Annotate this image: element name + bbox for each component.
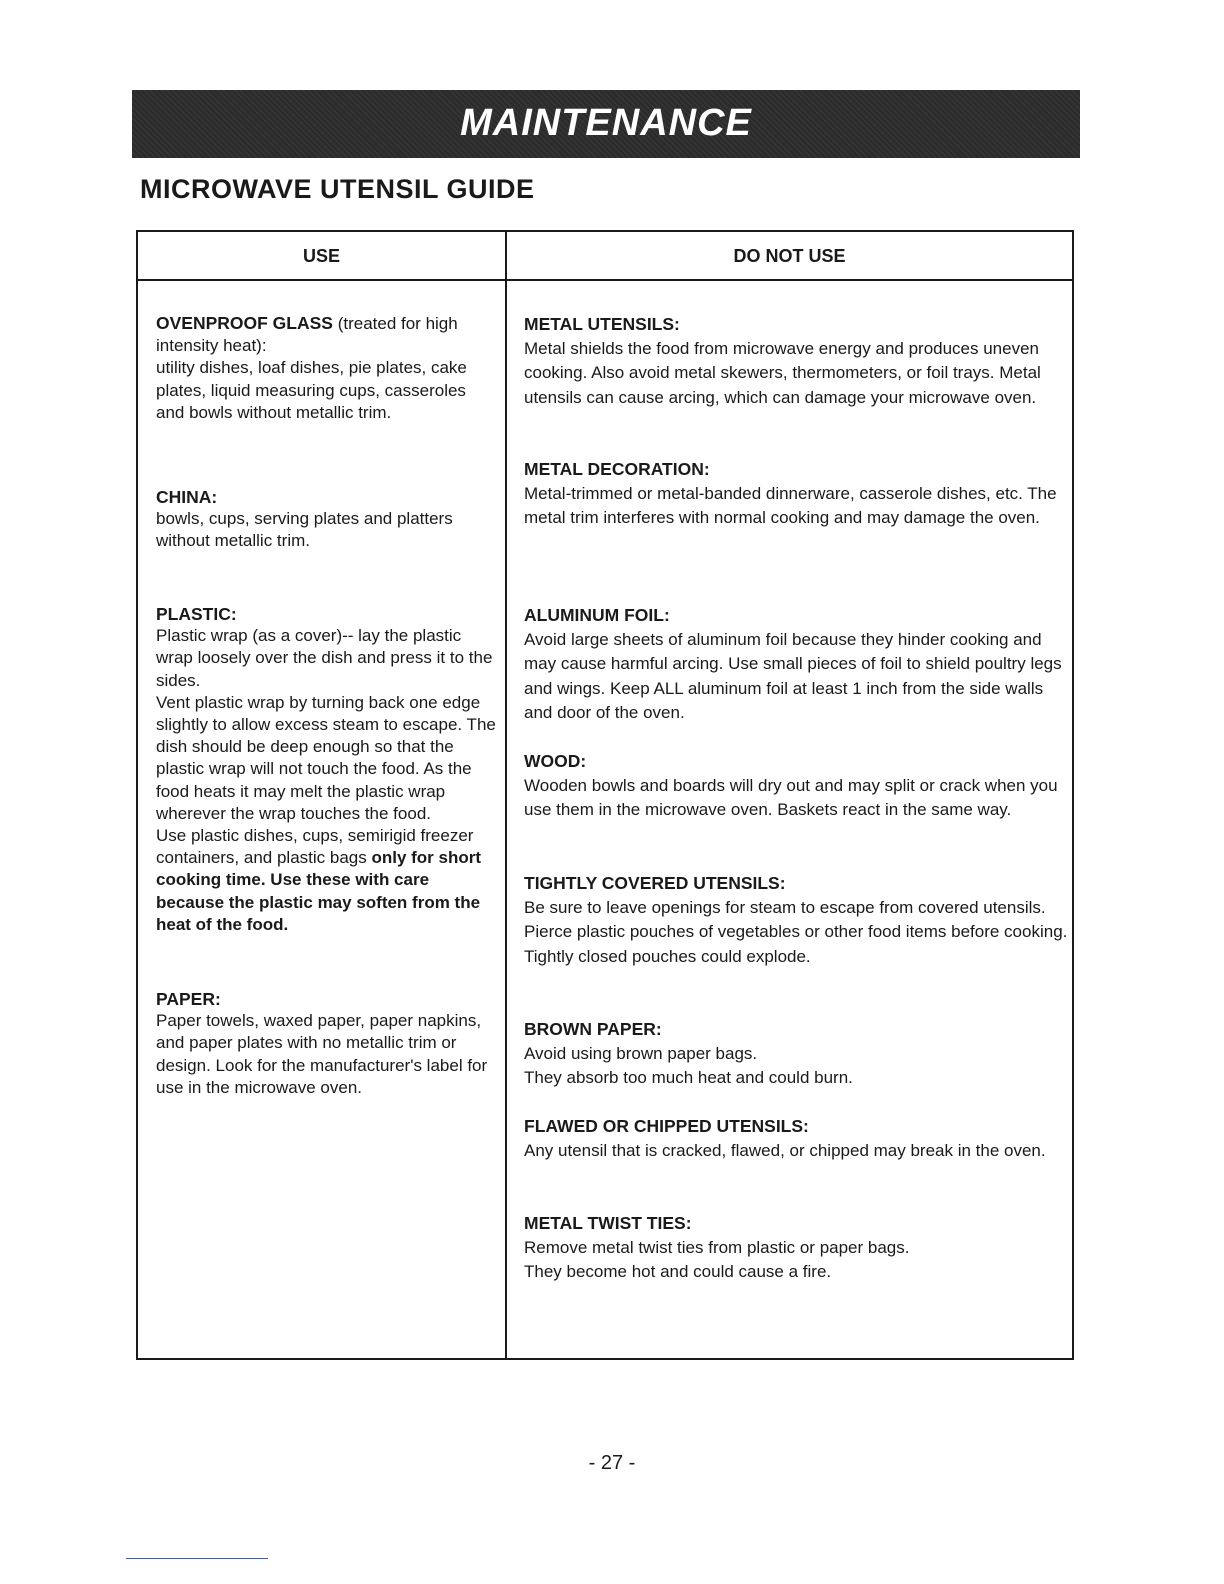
section-text: Remove metal twist ties from plastic or paper bags. [524, 1237, 910, 1257]
section-text: Be sure to leave openings for steam to escape from covered utensils. Pierce plastic pouches of vegetables or other food items before cooking. Tightly closed pouches could explode. [524, 897, 1068, 966]
section-title: CHINA: [156, 487, 218, 507]
plastic-section [156, 603, 496, 936]
do-not-use-column-header: DO NOT USE [733, 246, 846, 266]
section-text: Wooden bowls and boards will dry out and may split or crack when you use them in the microwave oven. Baskets react in the same way. [524, 775, 1058, 819]
section-title-suffix: (treated for high intensity heat): [156, 314, 458, 356]
brown-paper-section [524, 1017, 1069, 1091]
section-title: ALUMINUM FOIL: [524, 605, 670, 625]
section-text: Any utensil that is cracked, flawed, or chipped may break in the oven. [524, 1140, 1046, 1160]
use-column-header: USE [302, 246, 340, 266]
section-text: Plastic wrap (as a cover)-- lay the plastic wrap loosely over the dish and press it to the sides. [156, 626, 493, 690]
section-text: Avoid using brown paper bags. [524, 1043, 758, 1063]
section-text: Paper towels, waxed paper, paper napkins, and paper plates with no metallic trim or design. Look for the manufacturer's label for use in the microwave oven. [156, 1011, 488, 1097]
ovenproof-glass-section [156, 312, 496, 424]
section-title: WOOD: [524, 751, 587, 771]
section-title: TIGHTLY COVERED UTENSILS: [524, 873, 786, 893]
twist-ties-section [524, 1211, 1069, 1285]
header-divider [138, 279, 1072, 281]
section-text: utility dishes, loaf dishes, pie plates, cake plates, liquid measuring cups, casseroles and bowls without metallic trim. [156, 358, 467, 422]
tightly-covered-section [524, 871, 1069, 969]
section-title: OVENPROOF GLASS [156, 313, 333, 333]
section-text: bowls, cups, serving plates and platters without metallic trim. [156, 509, 453, 551]
utensil-table [136, 230, 1074, 1360]
wood-section [524, 749, 1069, 823]
section-text: They absorb too much heat and could burn. [524, 1068, 853, 1087]
china-section [156, 486, 496, 553]
section-title: METAL TWIST TIES: [524, 1213, 692, 1233]
section-text: Use plastic dishes, cups, semirigid freezer containers, and plastic bags [156, 826, 474, 868]
section-title: METAL DECORATION: [524, 459, 710, 479]
paper-section [156, 988, 496, 1099]
column-divider [505, 232, 507, 1358]
page-number: - 27 - [588, 1452, 636, 1474]
section-text: Metal-trimmed or metal-banded dinnerware, casserole dishes, etc. The metal trim interferes with normal cooking and may damage the oven. [524, 483, 1057, 527]
section-text: Vent plastic wrap by turning back one edge slightly to allow excess steam to escape. The dish should be deep enough so that the plastic wrap will not touch the food. As the food heats it may melt the plastic wrap wherever the wrap touches the food. [156, 692, 496, 823]
section-title: FLAWED OR CHIPPED UTENSILS: [524, 1116, 809, 1136]
metal-utensils-section [524, 312, 1069, 410]
flawed-utensils-section [524, 1114, 1069, 1163]
page-title: MICROWAVE UTENSIL GUIDE [140, 174, 535, 204]
metal-decoration-section [524, 457, 1069, 531]
section-title: BROWN PAPER: [524, 1019, 662, 1039]
section-text: Metal shields the food from microwave energy and produces uneven cooking. Also avoid metal skewers, thermometers, or foil trays. Metal utensils can cause arcing, which can damage your microwave oven. [524, 338, 1041, 407]
footer-rule [126, 1558, 268, 1559]
banner-title: MAINTENANCE [460, 102, 752, 144]
section-title: PLASTIC: [156, 604, 237, 624]
section-title: METAL UTENSILS: [524, 314, 680, 334]
section-title: PAPER: [156, 989, 221, 1009]
section-banner [132, 90, 1080, 158]
section-text: They become hot and could cause a fire. [524, 1262, 832, 1281]
aluminum-foil-section [524, 603, 1069, 726]
section-text: Avoid large sheets of aluminum foil because they hinder cooking and may cause harmful arcing. Use small pieces of foil to shield poultry legs and wings. Keep ALL aluminum foil at least 1 inch from the side walls and door of the oven. [524, 629, 1062, 722]
section-warning: only for short cooking time. Use these with care because the plastic may soften from the heat of the food. [156, 848, 482, 934]
